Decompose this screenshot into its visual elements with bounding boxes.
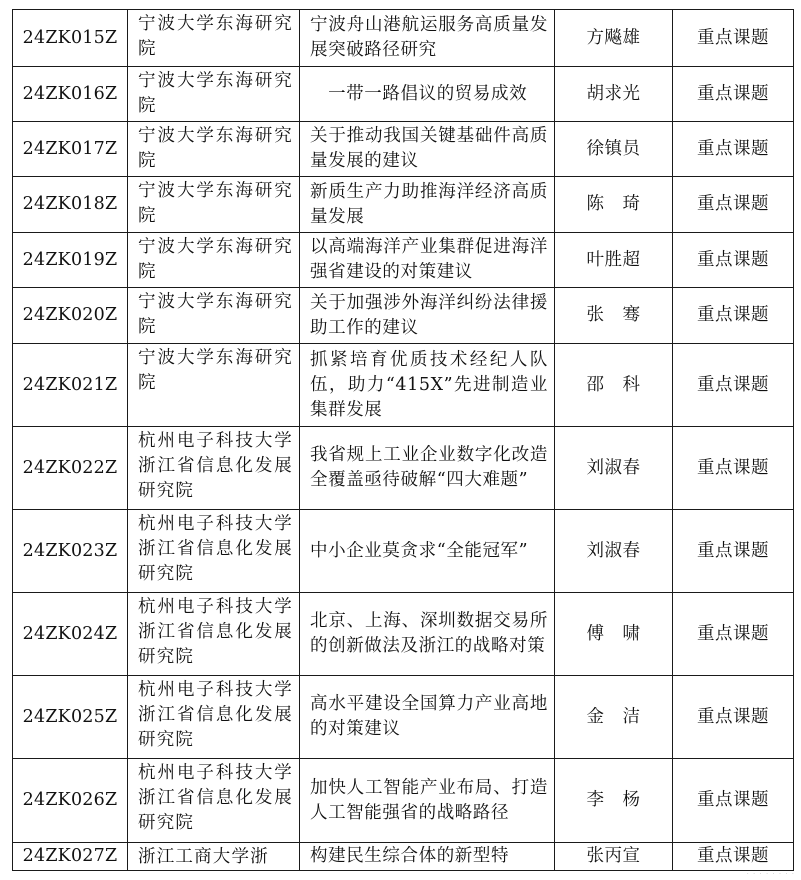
project-code: 24ZK015Z [13, 10, 128, 67]
research-unit: 杭州电子科技大学浙江省信息化发展研究院 [128, 427, 300, 510]
table-row [13, 67, 794, 122]
project-type: 重点课题 [673, 67, 794, 122]
project-code: 24ZK023Z [13, 510, 128, 593]
project-author: 陈 琦 [555, 177, 673, 233]
project-type: 重点课题 [673, 122, 794, 177]
project-title: 中小企业莫贪求“全能冠军” [300, 510, 555, 593]
project-code: 24ZK022Z [13, 427, 128, 510]
table-row [13, 10, 794, 67]
project-code: 24ZK024Z [13, 593, 128, 676]
project-author: 叶胜超 [555, 233, 673, 288]
project-code: 24ZK021Z [13, 344, 128, 427]
project-title: 宁波舟山港航运服务高质量发展突破路径研究 [300, 10, 555, 67]
project-code: 24ZK016Z [13, 67, 128, 122]
research-unit: 宁波大学东海研究院 [128, 288, 300, 344]
table-row [13, 676, 794, 759]
project-author: 邵 科 [555, 344, 673, 427]
topic-table [12, 9, 794, 871]
project-title: 关于加强涉外海洋纠纷法律援助工作的建议 [300, 288, 555, 344]
project-author: 李 杨 [555, 759, 673, 843]
project-code: 24ZK019Z [13, 233, 128, 288]
project-title: 我省规上工业企业数字化改造全覆盖亟待破解“四大难题” [300, 427, 555, 510]
project-author: 胡求光 [555, 67, 673, 122]
project-type: 重点课题 [673, 676, 794, 759]
project-author: 刘淑春 [555, 427, 673, 510]
research-unit: 宁波大学东海研究院 [128, 177, 300, 233]
project-type: 重点课题 [673, 344, 794, 427]
table-row [13, 843, 794, 871]
project-type: 重点课题 [673, 10, 794, 67]
research-unit: 宁波大学东海研究院 [128, 233, 300, 288]
project-type: 重点课题 [673, 759, 794, 843]
project-title: 一带一路倡议的贸易成效 [300, 67, 555, 122]
project-author: 金 洁 [555, 676, 673, 759]
table-row [13, 759, 794, 843]
project-author: 刘淑春 [555, 510, 673, 593]
project-title: 新质生产力助推海洋经济高质量发展 [300, 177, 555, 233]
research-unit: 杭州电子科技大学浙江省信息化发展研究院 [128, 759, 300, 843]
table-row [13, 427, 794, 510]
research-unit: 宁波大学东海研究院 [128, 122, 300, 177]
research-unit: 宁波大学东海研究院 [128, 344, 300, 427]
project-code: 24ZK018Z [13, 177, 128, 233]
table-row [13, 593, 794, 676]
project-code: 24ZK017Z [13, 122, 128, 177]
research-unit: 宁波大学东海研究院 [128, 10, 300, 67]
research-unit: 浙江工商大学浙 [128, 843, 300, 871]
research-unit: 宁波大学东海研究院 [128, 67, 300, 122]
project-title: 以高端海洋产业集群促进海洋强省建设的对策建议 [300, 233, 555, 288]
project-type: 重点课题 [673, 510, 794, 593]
project-author: 张丙宣 [555, 843, 673, 871]
project-title: 北京、上海、深圳数据交易所的创新做法及浙江的战略对策 [300, 593, 555, 676]
project-author: 张 骞 [555, 288, 673, 344]
watermark-mark: · · · · · · · · [746, 870, 795, 878]
project-type: 重点课题 [673, 843, 794, 871]
table-row [13, 510, 794, 593]
project-author: 方飚雄 [555, 10, 673, 67]
project-type: 重点课题 [673, 288, 794, 344]
table-row [13, 288, 794, 344]
table-row [13, 122, 794, 177]
project-code: 24ZK027Z [13, 843, 128, 871]
research-unit: 杭州电子科技大学浙江省信息化发展研究院 [128, 510, 300, 593]
project-type: 重点课题 [673, 177, 794, 233]
project-code: 24ZK025Z [13, 676, 128, 759]
table-row [13, 177, 794, 233]
project-author: 徐镇员 [555, 122, 673, 177]
project-type: 重点课题 [673, 427, 794, 510]
research-unit: 杭州电子科技大学浙江省信息化发展研究院 [128, 593, 300, 676]
project-author: 傅 啸 [555, 593, 673, 676]
project-code: 24ZK020Z [13, 288, 128, 344]
project-code: 24ZK026Z [13, 759, 128, 843]
project-title: 关于推动我国关键基础件高质量发展的建议 [300, 122, 555, 177]
project-title: 高水平建设全国算力产业高地的对策建议 [300, 676, 555, 759]
table-row [13, 233, 794, 288]
project-title: 构建民生综合体的新型特 [300, 843, 555, 871]
project-title: 加快人工智能产业布局、打造人工智能强省的战略路径 [300, 759, 555, 843]
project-type: 重点课题 [673, 233, 794, 288]
project-title: 抓紧培育优质技术经纪人队伍，助力“415X”先进制造业集群发展 [300, 344, 555, 427]
project-type: 重点课题 [673, 593, 794, 676]
research-unit: 杭州电子科技大学浙江省信息化发展研究院 [128, 676, 300, 759]
table-row [13, 344, 794, 427]
